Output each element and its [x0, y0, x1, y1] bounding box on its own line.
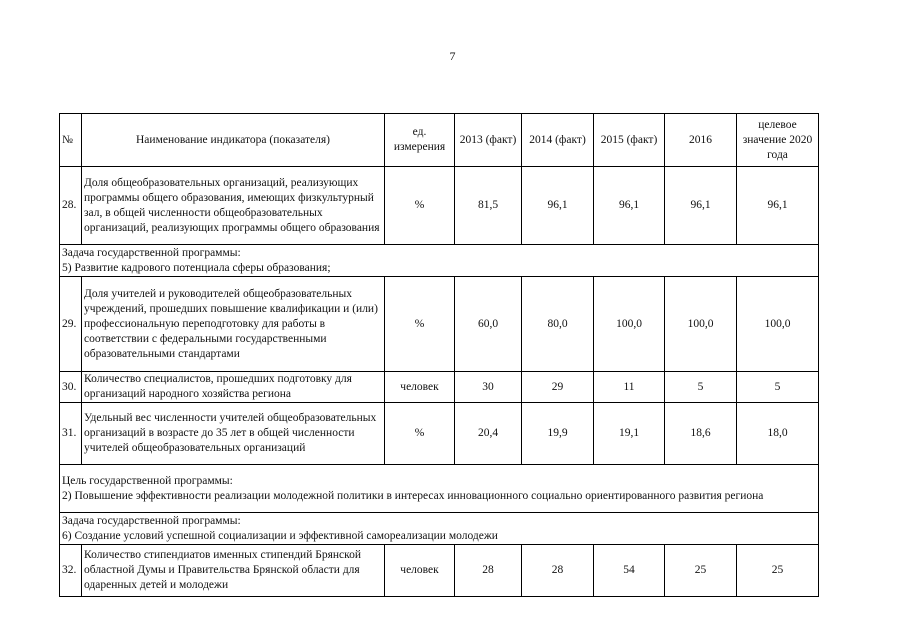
value-2013: 28: [455, 545, 522, 597]
header-2016: 2016: [665, 114, 737, 167]
value-target: 5: [737, 372, 819, 403]
indicator-name: Доля общеобразовательных организаций, реализующих программы общего образования, имеющих физкультурный зал, в общей численности общеобразовательных организаций, реализующих программы общего образования: [82, 167, 385, 245]
table-row: [60, 167, 819, 245]
value-2013: 20,4: [455, 403, 522, 465]
row-number: 29.: [60, 277, 82, 372]
value-target: 96,1: [737, 167, 819, 245]
unit-cell: %: [385, 167, 455, 245]
value-2016: 18,6: [665, 403, 737, 465]
value-2014: 96,1: [522, 167, 594, 245]
indicator-name: Удельный вес численности учителей общеобразовательных организаций в возрасте до 35 лет в общей численности учителей общеобразовательных организаций: [82, 403, 385, 465]
value-2015: 96,1: [594, 167, 665, 245]
table-row: [60, 403, 819, 465]
value-2016: 96,1: [665, 167, 737, 245]
indicators-table: [59, 113, 819, 597]
indicator-name: Доля учителей и руководителей общеобразовательных учреждений, прошедших повышение квалификации и (или) профессиональную переподготовку для работы в соответствии с федеральными государственными образовательными стандартами: [82, 277, 385, 372]
section-text: Цель государственной программы: 2) Повышение эффективности реализации молодежной политики в интересах инновационного социально ориентированного развития региона: [60, 465, 819, 513]
row-number: 30.: [60, 372, 82, 403]
value-target: 25: [737, 545, 819, 597]
table-row: [60, 277, 819, 372]
unit-cell: человек: [385, 372, 455, 403]
unit-cell: %: [385, 403, 455, 465]
value-2013: 60,0: [455, 277, 522, 372]
page-number: 7: [449, 49, 456, 63]
value-2015: 11: [594, 372, 665, 403]
header-indicator-name: Наименование индикатора (показателя): [82, 114, 385, 167]
value-2015: 100,0: [594, 277, 665, 372]
table-row: [60, 372, 819, 403]
header-target-2020: целевое значение 2020 года: [737, 114, 819, 167]
value-2015: 19,1: [594, 403, 665, 465]
value-2014: 29: [522, 372, 594, 403]
indicator-name: Количество специалистов, прошедших подготовку для организаций народного хозяйства региона: [82, 372, 385, 403]
header-num: №: [60, 114, 82, 167]
value-2016: 5: [665, 372, 737, 403]
section-text: Задача государственной программы: 6) Создание условий успешной социализации и эффективной самореализации молодежи: [60, 513, 819, 545]
section-row: [60, 513, 819, 545]
value-2013: 81,5: [455, 167, 522, 245]
section-row: [60, 465, 819, 513]
value-2013: 30: [455, 372, 522, 403]
value-2014: 19,9: [522, 403, 594, 465]
table-header-row: [60, 114, 819, 167]
header-2014: 2014 (факт): [522, 114, 594, 167]
table-row: [60, 545, 819, 597]
header-2015: 2015 (факт): [594, 114, 665, 167]
row-number: 31.: [60, 403, 82, 465]
row-number: 32.: [60, 545, 82, 597]
indicator-name: Количество стипендиатов именных стипендий Брянской областной Думы и Правительства Брянской области для одаренных детей и молодежи: [82, 545, 385, 597]
value-2016: 25: [665, 545, 737, 597]
value-2015: 54: [594, 545, 665, 597]
row-number: 28.: [60, 167, 82, 245]
unit-cell: человек: [385, 545, 455, 597]
value-target: 100,0: [737, 277, 819, 372]
header-unit: ед. измерения: [385, 114, 455, 167]
unit-cell: %: [385, 277, 455, 372]
header-2013: 2013 (факт): [455, 114, 522, 167]
value-2016: 100,0: [665, 277, 737, 372]
value-2014: 80,0: [522, 277, 594, 372]
section-row: [60, 245, 819, 277]
section-text: Задача государственной программы: 5) Развитие кадрового потенциала сферы образования;: [60, 245, 819, 277]
value-2014: 28: [522, 545, 594, 597]
value-target: 18,0: [737, 403, 819, 465]
